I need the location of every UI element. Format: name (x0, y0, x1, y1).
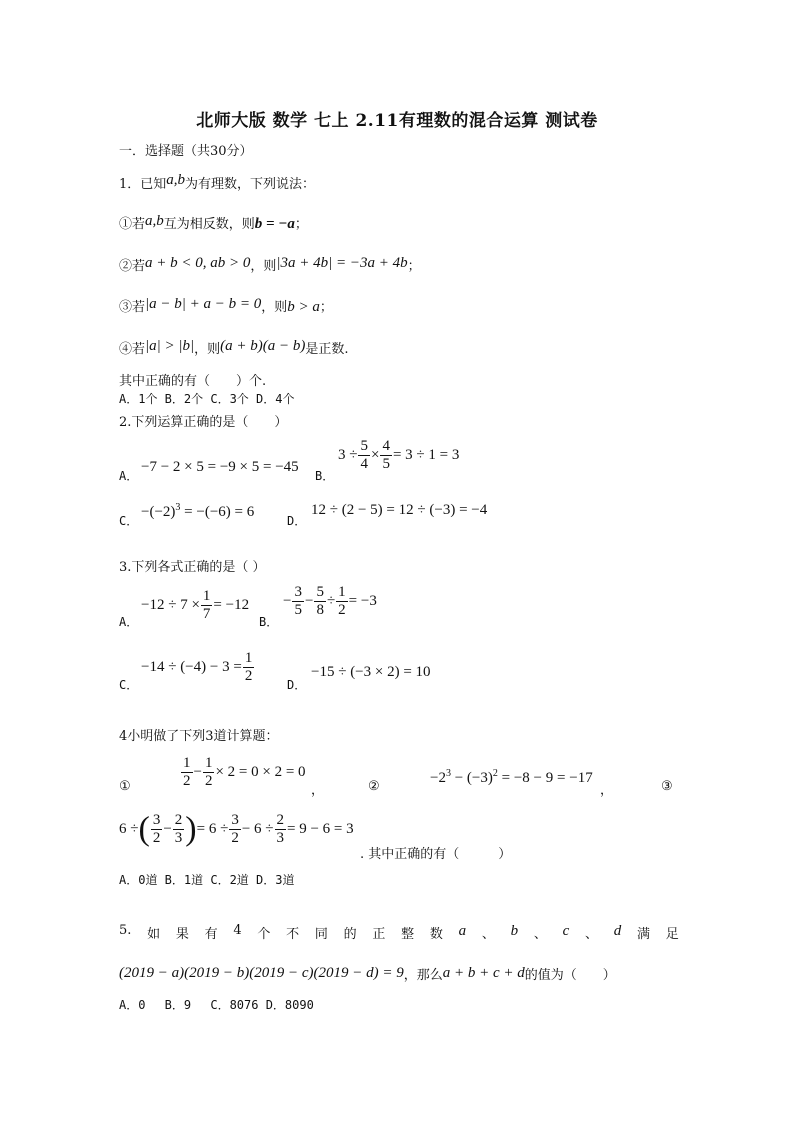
q5-char: 果 (175, 927, 189, 942)
frac-num: 3 (294, 584, 302, 600)
q4-mark-1: ① (119, 779, 131, 794)
q2-option-c-expr (141, 502, 254, 521)
q4-e1-frac1 (181, 755, 193, 790)
q4-e3-frac1 (151, 812, 163, 847)
frac-den: 7 (202, 606, 211, 622)
q3-option-b-expr (283, 584, 377, 619)
frac-den: 2 (152, 830, 161, 846)
frac-den: 2 (204, 773, 213, 789)
q4-e2-b: − (−3) (450, 770, 493, 786)
q1-stem-text-2: 为有理数，下列说法： (185, 177, 316, 192)
q1-s4-end: 是正数. (305, 342, 349, 357)
frac-num: 3 (231, 812, 239, 828)
q3-a-post: = −12 (213, 596, 250, 613)
q4-expr-3 (119, 812, 354, 847)
q1-s1-text: 互为相反数，则 (163, 217, 255, 232)
q2-b-frac2 (380, 438, 392, 473)
q1-s1-end: ； (294, 217, 308, 232)
q1-s4-label: ④若 (119, 342, 146, 357)
q1-s3-text: ，则 (261, 300, 288, 315)
frac-den: 5 (294, 602, 302, 618)
q4-mark-3: ③ (661, 779, 673, 794)
frac-den: 2 (338, 602, 346, 618)
q4-mark-2: ② (368, 779, 380, 794)
frac-den: 4 (360, 456, 368, 472)
q1-statement-2 (119, 255, 421, 274)
q4-e2-a: −2 (430, 770, 446, 786)
q1-statement-3 (119, 296, 333, 316)
q3-b-frac2 (314, 584, 326, 619)
q4-options: A．0道 B．1道 C．2道 D．3道 (119, 873, 295, 887)
q2-option-d-label: D． (287, 514, 307, 528)
q5-var-b: b (510, 923, 519, 939)
q3-option-d-expr: −15 ÷ (−3 × 2) = 10 (311, 664, 431, 680)
q1-vars: a,b (166, 172, 186, 188)
q4-e3-post: = 9 − 6 = 3 (287, 820, 354, 837)
q2-c-base: −(−2) (141, 504, 176, 520)
q1-s4-math1: |a| > |b| (145, 338, 195, 354)
q5-var-a: a (458, 923, 467, 939)
q2-option-d-expr: 12 ÷ (2 − 5) = 12 ÷ (−3) = −4 (311, 502, 488, 518)
q3-b-post: = −3 (348, 592, 377, 609)
q4-e3-frac2 (173, 812, 185, 847)
q5-char: 、 (533, 927, 547, 942)
q5-var-d: d (613, 923, 622, 939)
q5-char: 有 (204, 927, 218, 942)
section-header: 一．选择题（共30分） (119, 144, 253, 159)
q5-sum: a + b + c + d (442, 965, 525, 981)
q4-comma-2: ， (600, 783, 614, 798)
q4-e3-frac4 (275, 812, 287, 847)
q3-c-frac (243, 650, 255, 685)
q5-line-1 (119, 923, 679, 942)
q4-e3-mid: = 6 ÷ (196, 820, 229, 837)
paren-open: ( (138, 810, 150, 848)
q1-s3-label: ③若 (119, 300, 146, 315)
q2-b-pre: 3 ÷ (338, 446, 358, 463)
frac-num: 4 (382, 438, 390, 454)
frac-den: 2 (183, 773, 191, 789)
q3-option-c-expr (141, 650, 255, 685)
q5-char: 4 (233, 923, 242, 938)
q2-b-frac1 (358, 438, 370, 473)
q4-e1-mid: − (193, 763, 202, 780)
q1-statement-4 (119, 338, 349, 357)
frac-den: 8 (316, 602, 324, 618)
frac-num: 1 (202, 588, 211, 604)
q1-s2-math2: |3a + 4b| = −3a + 4b (276, 255, 408, 271)
q3-b-pre: − (283, 592, 292, 609)
q3-c-pre: −14 ÷ (−4) − 3 = (141, 658, 242, 675)
q4-e3-pre: 6 ÷ (119, 820, 139, 837)
q2-c-rest: = −(−6) = 6 (180, 504, 255, 520)
q5-char: 正 (372, 927, 386, 942)
q5-char: 满 (637, 927, 651, 942)
q3-b-frac3 (336, 584, 348, 619)
q1-s4-text: ，则 (194, 342, 221, 357)
q5-char: 整 (401, 927, 415, 942)
q4-ask: . 其中正确的有（ ） (360, 847, 512, 862)
q4-comma-1: ， (311, 783, 325, 798)
q1-s1-math2: b = −a (254, 216, 295, 232)
frac-den: 2 (231, 830, 239, 846)
q5-line-2 (119, 964, 616, 983)
q1-options: A．1个 B．2个 C．3个 D．4个 (119, 392, 295, 406)
q3-option-a-expr (141, 588, 249, 623)
q4-e2-exp1: 3 (445, 768, 451, 779)
q3-option-d-label: D． (287, 678, 307, 692)
q2-c-exp: 3 (175, 502, 181, 513)
q4-expr-2 (430, 768, 593, 787)
q1-s3-math2: b > a (287, 299, 320, 315)
q5-end: 的值为（ ） (524, 968, 616, 983)
q5-char: 、 (585, 927, 599, 942)
q1-ask: 其中正确的有（ ）个. (119, 374, 267, 389)
q3-a-pre: −12 ÷ 7 × (141, 596, 200, 613)
q4-e2-exp2: 2 (492, 768, 498, 779)
q1-s2-end: ； (407, 259, 421, 274)
q5-mid: ，那么 (403, 968, 443, 983)
frac-den: 2 (244, 668, 253, 684)
q1-stem-text: 1．已知 (119, 177, 167, 192)
q2-option-a-label: A． (119, 469, 139, 483)
q5-var-c: c (562, 923, 570, 939)
q1-statement-1 (119, 213, 308, 233)
q2-stem: 2.下列运算正确的是（ ） (119, 415, 288, 430)
frac-num: 5 (316, 584, 324, 600)
q5-char: 、 (481, 927, 495, 942)
q2-option-b-expr (338, 438, 459, 473)
q1-stem (119, 172, 315, 192)
q2-b-post: = 3 ÷ 1 = 3 (392, 446, 460, 463)
frac-num: 2 (174, 812, 183, 828)
q4-stem: 4小明做了下列3道计算题： (119, 729, 279, 744)
q4-e2-c: = −8 − 9 = −17 (497, 770, 593, 786)
frac-num: 2 (276, 812, 285, 828)
q5-char: 不 (286, 927, 300, 942)
frac-den: 3 (276, 830, 285, 846)
frac-num: 1 (183, 755, 191, 771)
frac-num: 1 (244, 650, 253, 666)
q2-option-c-label: C． (119, 514, 139, 528)
q4-e3-mid2: − 6 ÷ (241, 820, 274, 837)
q2-b-mid: × (370, 446, 380, 463)
q5-char: 数 (429, 927, 443, 942)
q4-e1-frac2 (203, 755, 215, 790)
q3-a-frac (201, 588, 213, 623)
q5-char: 足 (665, 927, 679, 942)
q5-char: 个 (257, 927, 271, 942)
q3-option-a-label: A． (119, 615, 139, 629)
q1-s3-end: ； (319, 300, 333, 315)
frac-num: 3 (152, 812, 161, 828)
q5-char: 的 (343, 927, 357, 942)
frac-den: 3 (174, 830, 183, 846)
q5-char: 同 (314, 927, 328, 942)
page-title: 北师大版 数学 七上 2.11有理数的混合运算 测试卷 (196, 111, 598, 131)
q2-option-b-label: B． (315, 469, 335, 483)
q1-s1-label: ①若 (119, 217, 146, 232)
q5-char: 如 (147, 927, 161, 942)
q1-s3-math1: |a − b| + a − b = 0 (145, 296, 262, 312)
frac-num: 5 (360, 438, 368, 454)
q1-s2-label: ②若 (119, 259, 146, 274)
q2-option-a-expr: −7 − 2 × 5 = −9 × 5 = −45 (141, 459, 299, 475)
q4-e3-m1: − (163, 820, 172, 837)
q1-s2-text: ，则 (250, 259, 277, 274)
q1-s2-math1: a + b < 0, ab > 0 (145, 255, 251, 271)
q3-option-b-label: B． (259, 615, 279, 629)
q1-s1-math1: a,b (145, 213, 164, 229)
q4-expr-1 (180, 755, 306, 790)
q5-options: A．0 B．9 C．8076 D．8090 (119, 998, 314, 1012)
q5-expr: (2019 − a)(2019 − b)(2019 − c)(2019 − d) = 9 (119, 965, 404, 981)
q3-b-frac1 (292, 584, 304, 619)
q1-s4-math2: (a + b)(a − b) (220, 338, 306, 354)
q3-b-m1: − (304, 592, 314, 609)
frac-num: 1 (204, 755, 213, 771)
frac-den: 5 (382, 456, 390, 472)
q3-option-c-label: C． (119, 678, 139, 692)
frac-num: 1 (338, 584, 346, 600)
q4-e1-post: × 2 = 0 × 2 = 0 (215, 763, 306, 780)
paren-close: ) (185, 810, 197, 848)
q4-e3-frac3 (229, 812, 241, 847)
q3-b-m2: ÷ (326, 592, 336, 609)
q3-stem: 3.下列各式正确的是（ ） (119, 560, 266, 575)
q5-char: 5. (119, 923, 132, 938)
